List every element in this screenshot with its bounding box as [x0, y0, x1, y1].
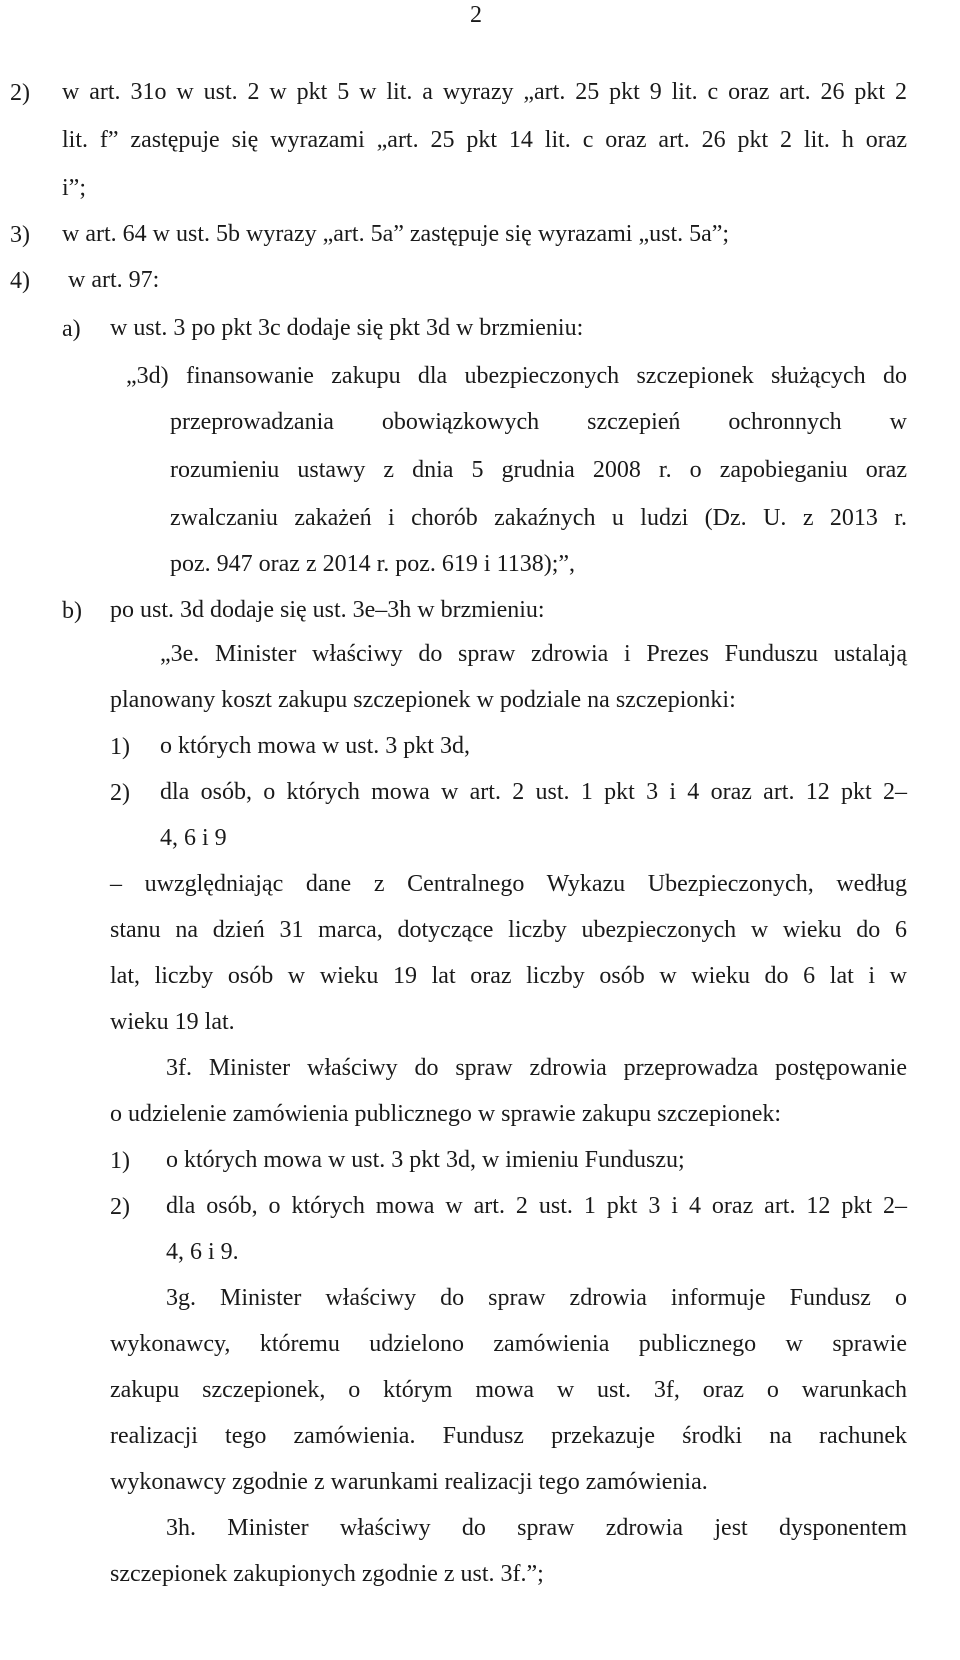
text-line: realizacji tego zamówienia. Fundusz przekazuje środki na rachunek — [110, 1423, 907, 1449]
list-number: 2) — [110, 780, 130, 806]
list-number: 3) — [10, 222, 30, 248]
list-number: a) — [62, 316, 81, 342]
list-number: 2) — [110, 1194, 130, 1220]
text-line: po ust. 3d dodaje się ust. 3e–3h w brzmieniu: — [110, 597, 545, 623]
text-line: 3g. Minister właściwy do spraw zdrowia informuje Fundusz o — [166, 1285, 907, 1311]
text-line: poz. 947 oraz z 2014 r. poz. 619 i 1138);”, — [170, 551, 576, 577]
text-line: lit. f” zastępuje się wyrazami „art. 25 pkt 14 lit. c oraz art. 26 pkt 2 lit. h oraz — [62, 127, 907, 153]
text-line: szczepionek zakupionych zgodnie z ust. 3f.”; — [110, 1561, 544, 1587]
text-line: i”; — [62, 175, 86, 201]
text-line: planowany koszt zakupu szczepionek w podziale na szczepionki: — [110, 687, 736, 713]
text-line: w art. 31o w ust. 2 w pkt 5 w lit. a wyrazy „art. 25 pkt 9 lit. c oraz art. 26 pkt 2 — [62, 79, 907, 105]
text-line: w art. 64 w ust. 5b wyrazy „art. 5a” zastępuje się wyrazami „ust. 5a”; — [62, 221, 730, 247]
list-number: b) — [62, 598, 82, 624]
text-line: dla osób, o których mowa w art. 2 ust. 1 pkt 3 i 4 oraz art. 12 pkt 2– — [160, 779, 907, 805]
list-number: 4) — [10, 268, 30, 294]
text-line: 4, 6 i 9. — [166, 1239, 239, 1265]
list-number: 1) — [110, 734, 130, 760]
text-line: 4, 6 i 9 — [160, 825, 227, 851]
list-number: 2) — [10, 80, 30, 106]
text-line: o udzielenie zamówienia publicznego w sprawie zakupu szczepionek: — [110, 1101, 782, 1127]
text-line: przeprowadzania obowiązkowych szczepień ochronnych w — [170, 409, 907, 435]
text-line: wieku 19 lat. — [110, 1009, 235, 1035]
text-line: 3h. Minister właściwy do spraw zdrowia jest dysponentem — [166, 1515, 907, 1541]
text-line: wykonawcy, któremu udzielono zamówienia publicznego w sprawie — [110, 1331, 907, 1357]
text-line: o których mowa w ust. 3 pkt 3d, w imieniu Funduszu; — [166, 1147, 685, 1173]
text-line: stanu na dzień 31 marca, dotyczące liczby ubezpieczonych w wieku do 6 — [110, 917, 907, 943]
page-number: 2 — [470, 2, 482, 28]
list-number: 1) — [110, 1148, 130, 1174]
text-line: – uwzględniając dane z Centralnego Wykazu Ubezpieczonych, według — [110, 871, 907, 897]
text-line: w art. 97: — [68, 267, 160, 293]
text-line: zwalczaniu zakażeń i chorób zakaźnych u ludzi (Dz. U. z 2013 r. — [170, 505, 907, 531]
text-line: „3e. Minister właściwy do spraw zdrowia i Prezes Funduszu ustalają — [160, 641, 907, 667]
text-line: o których mowa w ust. 3 pkt 3d, — [160, 733, 470, 759]
text-line: rozumieniu ustawy z dnia 5 grudnia 2008 r. o zapobieganiu oraz — [170, 457, 907, 483]
text-line: wykonawcy zgodnie z warunkami realizacji tego zamówienia. — [110, 1469, 708, 1495]
text-line: w ust. 3 po pkt 3c dodaje się pkt 3d w brzmieniu: — [110, 315, 584, 341]
text-line: dla osób, o których mowa w art. 2 ust. 1 pkt 3 i 4 oraz art. 12 pkt 2– — [166, 1193, 907, 1219]
text-line: 3f. Minister właściwy do spraw zdrowia przeprowadza postępowanie — [166, 1055, 907, 1081]
text-line: „3d) finansowanie zakupu dla ubezpieczonych szczepionek służących do — [126, 363, 907, 389]
text-line: lat, liczby osób w wieku 19 lat oraz liczby osób w wieku do 6 lat i w — [110, 963, 907, 989]
text-line: zakupu szczepionek, o którym mowa w ust. 3f, oraz o warunkach — [110, 1377, 907, 1403]
